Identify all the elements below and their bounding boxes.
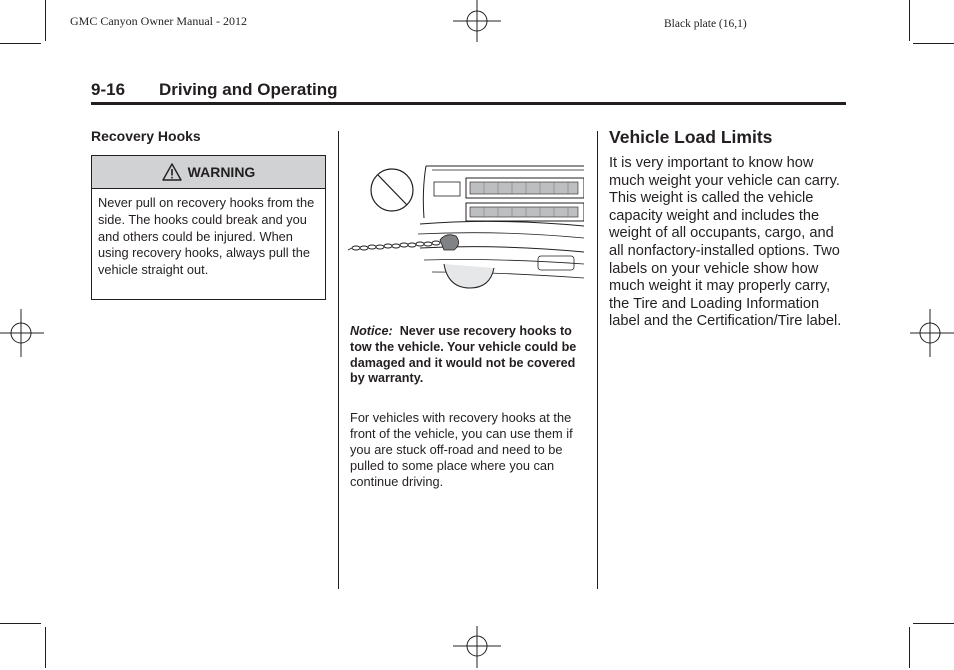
column-divider: [338, 131, 339, 589]
crop-mark: [0, 623, 41, 624]
registration-mark-icon: [453, 0, 501, 48]
registration-mark-icon: [0, 309, 48, 357]
running-head-right: Black plate (16,1): [664, 18, 747, 30]
section-heading: Vehicle Load Limits: [609, 127, 773, 147]
notice-text: Never use recovery hooks to tow the vehicle. Your vehicle could be damaged and it would not be covered by warranty.: [350, 324, 577, 386]
crop-mark: [45, 627, 46, 668]
crop-mark: [913, 43, 954, 44]
crop-mark: [909, 627, 910, 668]
notice: [350, 324, 588, 387]
warning-triangle-icon: [162, 163, 182, 181]
registration-mark-icon: [453, 622, 501, 670]
header-rule: [91, 102, 846, 105]
body-paragraph: It is very important to know how much weight your vehicle can carry. This weight is called the vehicle capacity weight and includes the weight of all occupants, cargo, and all nonfactory-installed options. Two labels on your vehicle show how much weight it may properly carry, the Tire and Loading Information label and the Certification/Tire label.: [609, 155, 842, 330]
column-divider: [597, 131, 598, 589]
registration-mark-icon: [906, 309, 954, 357]
warning-header: [92, 156, 325, 189]
warning-box: [91, 155, 326, 300]
warning-text: Never pull on recovery hooks from the side. The hooks could break and you and others could be injured. When using recovery hooks, always pull the vehicle straight out.: [98, 195, 315, 278]
crop-mark: [913, 623, 954, 624]
body-paragraph: For vehicles with recovery hooks at the front of the vehicle, you can use them if you are stuck off-road and need to be pulled to some place where you can continue driving.: [350, 410, 573, 489]
notice-label: Notice:: [350, 324, 393, 338]
crop-mark: [909, 0, 910, 41]
page-number: 9-16: [91, 80, 126, 99]
recovery-hook-illustration: [348, 160, 584, 292]
warning-label: WARNING: [187, 164, 256, 180]
section-subheading: Recovery Hooks: [91, 128, 201, 144]
crop-mark: [0, 43, 41, 44]
chapter-title: Driving and Operating: [159, 80, 338, 99]
crop-mark: [45, 0, 46, 41]
running-head-left: GMC Canyon Owner Manual - 2012: [70, 14, 247, 28]
